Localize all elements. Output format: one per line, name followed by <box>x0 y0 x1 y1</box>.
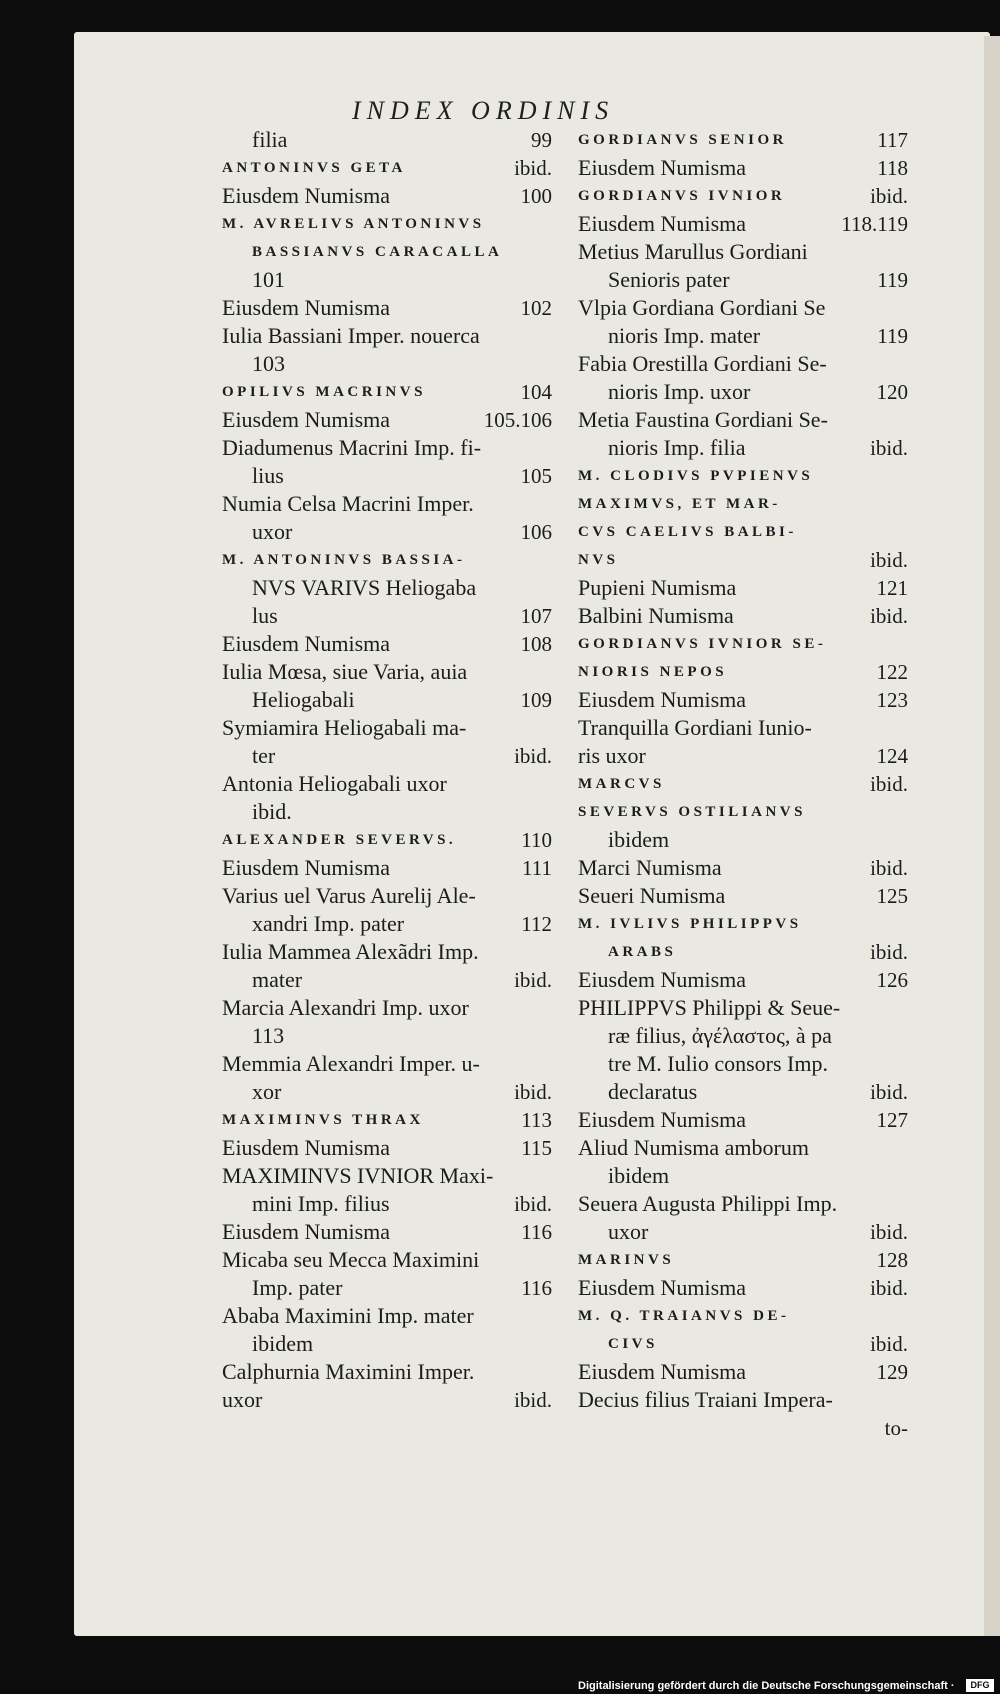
entry-page-ref: 127 <box>876 1108 908 1132</box>
entry-text: M. CLODIVS PVPIENVS <box>578 468 814 484</box>
index-entry <box>222 798 552 826</box>
index-entry <box>222 1274 552 1302</box>
index-entry <box>578 910 908 938</box>
index-entry <box>578 1414 908 1442</box>
entry-text: Pupieni Numisma <box>578 575 737 600</box>
entry-page-ref: 102 <box>520 296 552 320</box>
index-entry <box>578 294 908 322</box>
entry-page-ref: 106 <box>520 520 552 544</box>
index-entry <box>578 630 908 658</box>
entry-page-ref: ibid. <box>870 436 908 460</box>
index-entry <box>222 1358 552 1386</box>
entry-page-ref: 124 <box>876 744 908 768</box>
index-entry <box>222 658 552 686</box>
entry-page-ref: 119 <box>877 268 908 292</box>
index-entry <box>578 434 908 462</box>
index-entry <box>222 938 552 966</box>
index-entry <box>578 182 908 210</box>
entry-text: ibid. <box>252 799 292 824</box>
entry-text: Marcia Alexandri Imp. uxor <box>222 995 469 1020</box>
index-entry <box>578 938 908 966</box>
entry-text: NVS <box>578 552 619 568</box>
index-entry <box>578 798 908 826</box>
entry-text: Eiusdem Numisma <box>222 295 391 320</box>
index-entry <box>222 266 552 294</box>
index-entry <box>222 294 552 322</box>
entry-text: Eiusdem Numisma <box>578 211 747 236</box>
entry-text: GORDIANVS SENIOR <box>578 132 787 148</box>
index-entry <box>578 658 908 686</box>
entry-text: M. IVLIVS PHILIPPVS <box>578 916 802 932</box>
entry-text: uxor <box>252 519 293 544</box>
index-entry <box>578 322 908 350</box>
entry-text: ris uxor <box>578 743 646 768</box>
entry-page-ref: 107 <box>520 604 552 628</box>
index-entry <box>578 154 908 182</box>
entry-page-ref: 122 <box>876 660 908 684</box>
entry-text: OPILIVS MACRINVS <box>222 384 426 400</box>
index-entry <box>578 1246 908 1274</box>
index-entry <box>222 154 552 182</box>
entry-text: 101 <box>252 267 285 292</box>
digitization-credit: Digitalisierung gefördert durch die Deutsche Forschungsgemeinschaft · <box>578 1680 955 1692</box>
entry-text: MAXIMINVS IVNIOR Maxi- <box>222 1163 494 1188</box>
index-entry <box>578 210 908 238</box>
entry-text: Memmia Alexandri Imper. u- <box>222 1051 480 1076</box>
index-entry <box>578 1274 908 1302</box>
entry-text: GORDIANVS IVNIOR SE- <box>578 636 827 652</box>
entry-text: Eiusdem Numisma <box>578 1107 747 1132</box>
entry-page-ref: 128 <box>876 1248 908 1272</box>
entry-text: ibidem <box>252 1331 314 1356</box>
entry-text: Imp. pater <box>252 1275 343 1300</box>
index-entry <box>222 826 552 854</box>
entry-text: ARABS <box>608 944 677 960</box>
index-entry <box>578 1078 908 1106</box>
index-entry <box>222 854 552 882</box>
entry-page-ref: 109 <box>520 688 552 712</box>
entry-page-ref: ibid. <box>514 1388 552 1412</box>
entry-text: Iulia Mammea Alexãdri Imp. <box>222 939 479 964</box>
index-entry <box>222 546 552 574</box>
index-entry <box>578 882 908 910</box>
entry-text: ANTONINVS GETA <box>222 160 406 176</box>
entry-page-ref: ibid. <box>514 1192 552 1216</box>
entry-page-ref: ibid. <box>870 772 908 796</box>
entry-text: GORDIANVS IVNIOR <box>578 188 786 204</box>
entry-text: Metia Faustina Gordiani Se- <box>578 407 828 432</box>
entry-text: Fabia Orestilla Gordiani Se- <box>578 351 827 376</box>
entry-text: tre M. Iulio consors Imp. <box>608 1051 828 1076</box>
entry-text: PHILIPPVS Philippi & Seue- <box>578 995 841 1020</box>
entry-page-ref: 112 <box>521 912 552 936</box>
entry-page-ref: 116 <box>521 1276 552 1300</box>
entry-text: 113 <box>252 1023 285 1048</box>
index-entry <box>578 602 908 630</box>
index-entry <box>222 1078 552 1106</box>
entry-text: Senioris pater <box>608 267 730 292</box>
index-entry <box>578 994 908 1022</box>
index-entry <box>222 630 552 658</box>
entry-page-ref: 116 <box>521 1220 552 1244</box>
entry-page-ref: 123 <box>876 688 908 712</box>
index-entry <box>578 1190 908 1218</box>
entry-text: Heliogabali <box>252 687 355 712</box>
index-entry <box>578 518 908 546</box>
index-entry <box>222 490 552 518</box>
index-entry <box>578 1106 908 1134</box>
entry-text: Vlpia Gordiana Gordiani Se <box>578 295 826 320</box>
entry-text: Iulia Mœsa, siue Varia, auia <box>222 659 468 684</box>
entry-page-ref: 119 <box>877 324 908 348</box>
entry-text: M. ANTONINVS BASSIA- <box>222 552 466 568</box>
index-entry <box>578 462 908 490</box>
entry-text: Balbini Numisma <box>578 603 734 628</box>
entry-text: M. AVRELIVS ANTONINVS <box>222 216 485 232</box>
entry-text: ibidem <box>608 827 670 852</box>
entry-text: ibidem <box>608 1163 670 1188</box>
index-entry <box>578 406 908 434</box>
index-entry <box>222 770 552 798</box>
index-entry <box>578 1134 908 1162</box>
index-entry <box>578 1330 908 1358</box>
entry-text: Ababa Maximini Imp. mater <box>222 1303 474 1328</box>
entry-text: Eiusdem Numisma <box>222 631 391 656</box>
entry-text: xor <box>252 1079 282 1104</box>
entry-text: MARCVS <box>578 776 665 792</box>
dfg-logo: DFG <box>966 1679 994 1692</box>
entry-text: nioris Imp. filia <box>608 435 746 460</box>
entry-text: Varius uel Varus Aurelij Ale- <box>222 883 476 908</box>
entry-text: mater <box>252 967 303 992</box>
entry-text: Marci Numisma <box>578 855 722 880</box>
index-entry <box>222 434 552 462</box>
entry-page-ref: ibid. <box>514 156 552 180</box>
entry-text: nioris Imp. mater <box>608 323 761 348</box>
index-entry <box>222 1386 552 1414</box>
index-entry <box>578 266 908 294</box>
entry-text: Eiusdem Numisma <box>222 407 391 432</box>
entry-text: NVS VARIVS Heliogaba <box>252 575 477 600</box>
entry-text: lus <box>252 603 278 628</box>
index-entry <box>222 602 552 630</box>
index-entry <box>578 770 908 798</box>
entry-text: filia <box>252 127 288 152</box>
entry-text: Numia Celsa Macrini Imper. <box>222 491 474 516</box>
entry-text: Iulia Bassiani Imper. nouerca <box>222 323 480 348</box>
facing-page-edge <box>984 36 1000 1636</box>
entry-page-ref: 115 <box>521 1136 552 1160</box>
entry-text: M. Q. TRAIANVS DE- <box>578 1308 790 1324</box>
entry-text: Decius filius Traiani Impera- <box>578 1387 833 1412</box>
index-entry <box>578 238 908 266</box>
index-entry <box>222 1106 552 1134</box>
index-entry <box>578 714 908 742</box>
entry-page-ref: ibid. <box>514 744 552 768</box>
index-column-right <box>578 126 908 1442</box>
index-entry <box>222 322 552 350</box>
entry-text: Micaba seu Mecca Maximini <box>222 1247 480 1272</box>
index-entry <box>222 910 552 938</box>
entry-page-ref: 118 <box>877 156 908 180</box>
index-entry <box>222 1050 552 1078</box>
index-entry <box>222 1134 552 1162</box>
entry-text: lius <box>252 463 284 488</box>
entry-page-ref: 111 <box>522 856 552 880</box>
entry-text: uxor <box>608 1219 649 1244</box>
index-entry <box>578 1218 908 1246</box>
entry-page-ref: ibid. <box>870 1332 908 1356</box>
entry-page-ref: ibid. <box>870 184 908 208</box>
index-entry <box>222 462 552 490</box>
index-entry <box>578 574 908 602</box>
index-entry <box>222 238 552 266</box>
entry-text: MARINVS <box>578 1252 675 1268</box>
index-entry <box>578 966 908 994</box>
index-entry <box>222 378 552 406</box>
index-entry <box>222 966 552 994</box>
entry-page-ref: 105 <box>520 464 552 488</box>
index-entry <box>578 826 908 854</box>
entry-text: Eiusdem Numisma <box>578 967 747 992</box>
page-header-title: INDEX ORDINIS <box>352 96 615 125</box>
entry-text: ALEXANDER SEVERVS. <box>222 832 457 848</box>
entry-text: Eiusdem Numisma <box>222 183 391 208</box>
index-entry <box>222 574 552 602</box>
index-entry <box>578 854 908 882</box>
entry-page-ref: 104 <box>520 380 552 404</box>
entry-text: SEVERVS OSTILIANVS <box>578 804 806 820</box>
entry-text: ter <box>252 743 276 768</box>
entry-page-ref: 125 <box>876 884 908 908</box>
entry-text: 103 <box>252 351 285 376</box>
entry-text: mini Imp. filius <box>252 1191 390 1216</box>
index-entry <box>222 210 552 238</box>
entry-page-ref: ibid. <box>870 604 908 628</box>
entry-text: Seuera Augusta Philippi Imp. <box>578 1191 838 1216</box>
index-entry <box>222 182 552 210</box>
entry-text: Eiusdem Numisma <box>578 1359 747 1384</box>
index-entry <box>222 518 552 546</box>
index-entry <box>222 686 552 714</box>
entry-page-ref: 129 <box>876 1360 908 1384</box>
entry-text: Seueri Numisma <box>578 883 726 908</box>
entry-text: Aliud Numisma amborum <box>578 1135 809 1160</box>
index-entry <box>222 1022 552 1050</box>
index-entry <box>578 1022 908 1050</box>
entry-page-ref: 108 <box>520 632 552 656</box>
entry-page-ref: ibid. <box>870 1080 908 1104</box>
entry-text: CIVS <box>608 1336 658 1352</box>
entry-text: Metius Marullus Gordiani <box>578 239 808 264</box>
entry-page-ref: ibid. <box>870 1220 908 1244</box>
index-entry <box>578 546 908 574</box>
entry-page-ref: 100 <box>520 184 552 208</box>
entry-text: Symiamira Heliogabali ma- <box>222 715 467 740</box>
entry-text: Eiusdem Numisma <box>578 155 747 180</box>
index-entry <box>578 1050 908 1078</box>
entry-page-ref: 113 <box>521 1108 552 1132</box>
index-entry <box>222 1302 552 1330</box>
index-entry <box>578 742 908 770</box>
index-entry <box>222 126 552 154</box>
entry-text: Eiusdem Numisma <box>222 1135 391 1160</box>
entry-page-ref: ibid. <box>870 856 908 880</box>
entry-page-ref: 105.106 <box>483 408 552 432</box>
index-entry <box>222 714 552 742</box>
entry-page-ref: to- <box>884 1416 908 1440</box>
index-entry <box>578 378 908 406</box>
entry-text: Tranquilla Gordiani Iunio- <box>578 715 812 740</box>
entry-text: uxor <box>222 1387 263 1412</box>
index-entry <box>222 1190 552 1218</box>
index-entry <box>222 1246 552 1274</box>
index-entry <box>222 882 552 910</box>
entry-page-ref: ibid. <box>870 1276 908 1300</box>
entry-text: BASSIANVS CARACALLA <box>252 244 503 260</box>
entry-text: xandri Imp. pater <box>252 911 405 936</box>
index-entry <box>222 350 552 378</box>
index-entry <box>578 490 908 518</box>
entry-page-ref: ibid. <box>870 548 908 572</box>
index-column-left <box>222 126 552 1414</box>
index-entry <box>578 350 908 378</box>
entry-text: nioris Imp. uxor <box>608 379 751 404</box>
index-entry <box>222 1162 552 1190</box>
entry-text: MAXIMINVS THRAX <box>222 1112 424 1128</box>
entry-text: Antonia Heliogabali uxor <box>222 771 447 796</box>
entry-text: Eiusdem Numisma <box>222 855 391 880</box>
entry-text: Calphurnia Maximini Imper. <box>222 1359 475 1384</box>
entry-text: declaratus <box>608 1079 698 1104</box>
entry-page-ref: ibid. <box>514 1080 552 1104</box>
entry-page-ref: 118.119 <box>841 212 908 236</box>
entry-text: Diadumenus Macrini Imp. fi- <box>222 435 482 460</box>
entry-text: Eiusdem Numisma <box>222 1219 391 1244</box>
entry-page-ref: 110 <box>521 828 552 852</box>
index-entry <box>578 686 908 714</box>
entry-text: CVS CAELIVS BALBI- <box>578 524 797 540</box>
entry-page-ref: 120 <box>876 380 908 404</box>
entry-page-ref: ibid. <box>514 968 552 992</box>
entry-page-ref: 117 <box>877 128 908 152</box>
index-entry <box>578 1162 908 1190</box>
index-entry <box>222 742 552 770</box>
entry-text: Eiusdem Numisma <box>578 1275 747 1300</box>
index-entry <box>578 1358 908 1386</box>
index-entry <box>222 1330 552 1358</box>
entry-text: ræ filius, ἀγέλαστος, à pa <box>608 1023 832 1048</box>
index-entry <box>578 1386 908 1414</box>
entry-page-ref: 99 <box>531 128 552 152</box>
index-entry <box>222 1218 552 1246</box>
entry-text: Eiusdem Numisma <box>578 687 747 712</box>
entry-text: MAXIMVS, ET MAR- <box>578 496 781 512</box>
entry-page-ref: 126 <box>876 968 908 992</box>
index-entry <box>222 406 552 434</box>
index-entry <box>578 1302 908 1330</box>
entry-text: NIORIS NEPOS <box>578 664 728 680</box>
entry-page-ref: ibid. <box>870 940 908 964</box>
entry-page-ref: 121 <box>876 576 908 600</box>
index-entry <box>578 126 908 154</box>
index-entry <box>222 994 552 1022</box>
